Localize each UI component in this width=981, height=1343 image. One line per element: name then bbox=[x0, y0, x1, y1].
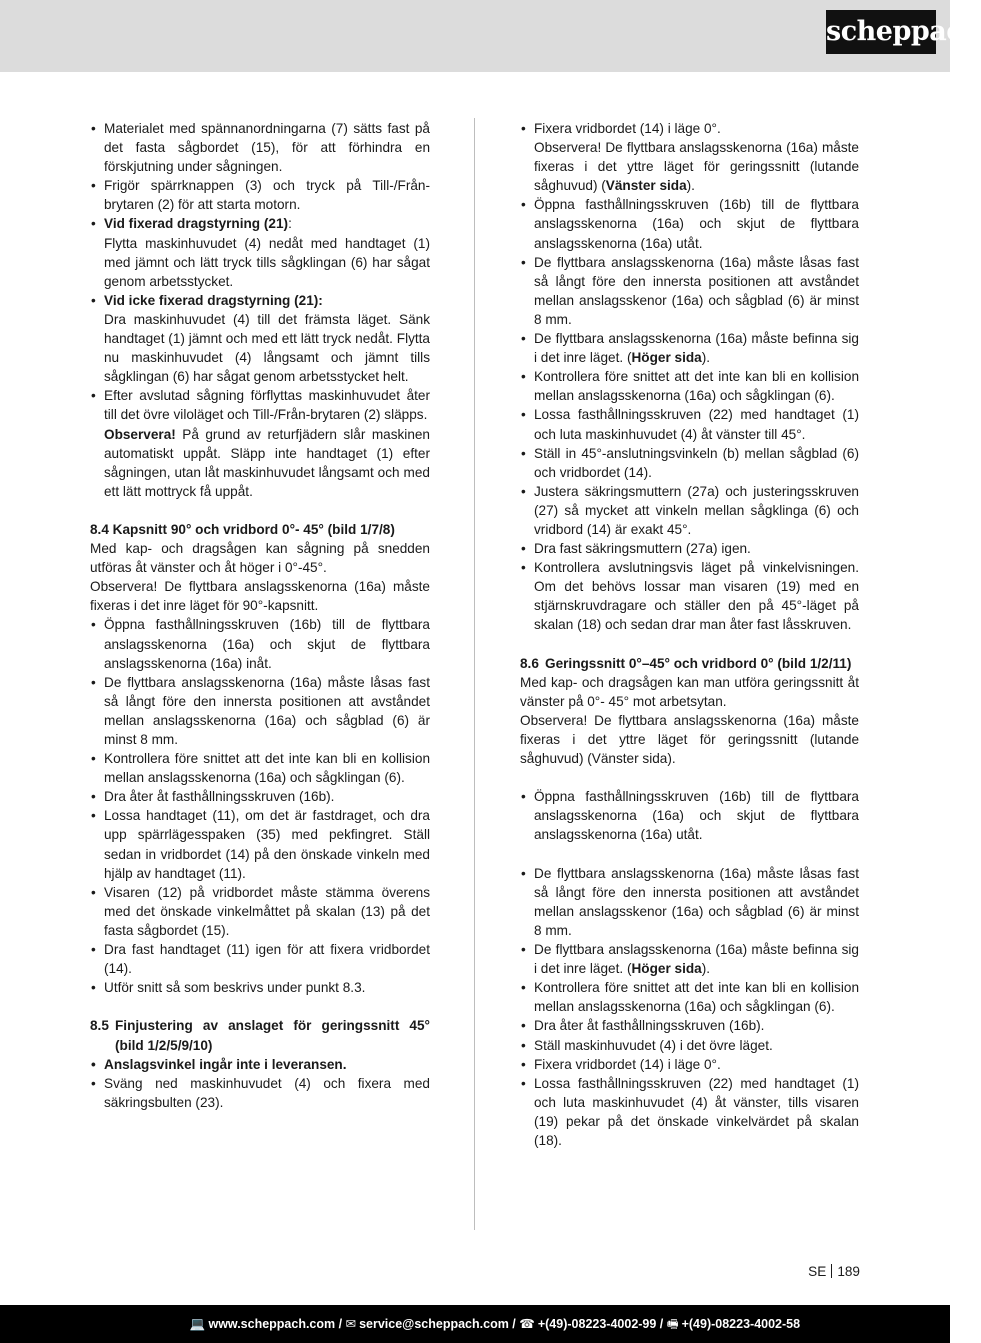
right-column bbox=[520, 119, 859, 1150]
section-title: Finjustering av anslaget för geringssnitt 45° (bild 1/2/5/9/10) bbox=[115, 1018, 430, 1053]
list-item bbox=[520, 940, 859, 978]
list-item: • Lossa fasthållningsskruven (22) med handtaget (1) och luta maskinhuvudet (4) åt vänster, tills visaren (19) pekar på det önskade vinkelvärdet på skalan (18). bbox=[520, 1074, 859, 1150]
section-heading-8-4: 8.4 Kapsnitt 90° och vridbord 0°- 45° (bild 1/7/8) bbox=[90, 521, 395, 537]
colon: : bbox=[288, 216, 292, 232]
list-item: • Visaren (12) på vridbordet måste stämma överens med det önskade vinkelmåttet på skalan (13) på det fasta sågbordet (15). bbox=[90, 883, 430, 940]
footer-website[interactable]: www.scheppach.com / bbox=[208, 1317, 343, 1331]
list-item bbox=[520, 329, 859, 367]
fax-icon: 🖷 bbox=[666, 1317, 679, 1331]
note-label: Observera! bbox=[104, 426, 176, 442]
punct: ). bbox=[686, 178, 695, 194]
bullet-list bbox=[520, 864, 859, 1150]
bullet-list bbox=[90, 615, 430, 997]
mail-icon: ✉ bbox=[345, 1317, 357, 1331]
bullet-text: De flyttbara anslagsskenorna (16a) måste befinna sig i det inre läget. ( bbox=[534, 942, 859, 977]
bullet-list bbox=[520, 119, 859, 635]
bullet-text: Dra maskinhuvudet (4) till det främsta läget. Sänk handtaget (1) jämnt och med ett lätt tryck nedåt. Flytta nu maskinhuvudet (4) långsamt och jämnt tills sågklingan (6) har sågat genom arbetsstycket helt. bbox=[104, 311, 430, 385]
list-item: • Kontrollera avslutningsvis läget på vinkelvisningen. Om det behövs lossar man visaren (19) med en stjärnskruvdragare och ställer den på 45°-läget på skalan (18) och sedan drar man åter fast låsskruven. bbox=[520, 558, 859, 634]
page-number bbox=[780, 1264, 860, 1279]
column-divider bbox=[474, 118, 475, 1230]
list-item: • Kontrollera före snittet att det inte kan bli en kollision mellan anslagsskenorna (16a) och sågklingan (6). bbox=[520, 367, 859, 405]
note-text: Observera! De flyttbara anslagsskenorna (16a) måste fixeras i det yttre läget för geringssnitt (lutande såghuvud) ( bbox=[534, 140, 859, 194]
list-item: • Öppna fasthållningsskruven (16b) till de flyttbara anslagsskenorna (16a) och skjut de flyttbara anslagsskenorna (16a) utåt. bbox=[520, 195, 859, 252]
bullet-text: Efter avslutad sågning förflyttas maskinhuvudet åter till det övre viloläget och Till-/Från-brytaren (2) släpps. bbox=[104, 388, 430, 423]
list-item: • De flyttbara anslagsskenorna (16a) måste låsas fast så långt före den innersta positionen att avståndet mellan anslagsskenorna (16a) och sågblad (6) är minst 8 mm. bbox=[90, 673, 430, 749]
section-heading-8-6 bbox=[520, 654, 859, 673]
list-item: • Kontrollera före snittet att det inte kan bli en kollision mellan anslagsskenorna (16a) och sågklingan (6). bbox=[90, 749, 430, 787]
footer-bar bbox=[0, 1305, 950, 1343]
list-item bbox=[90, 291, 430, 386]
punct: ). bbox=[701, 961, 711, 977]
bullet-text: Fixera vridbordet (14) i läge 0°. bbox=[534, 121, 721, 136]
side-label: Höger sida bbox=[631, 961, 702, 977]
list-item: • Frigör spärrknappen (3) och tryck på Till-/Från-brytaren (2) för att starta motorn. bbox=[90, 176, 430, 214]
bullet-text: Flytta maskinhuvudet (4) nedåt med handtaget (1) med jämnt och lätt tryck tills sågklingan (6) har sågat genom arbetsstycket. bbox=[104, 235, 430, 289]
section-heading-8-5 bbox=[90, 1016, 430, 1054]
section-title: Geringssnitt 0°–45° och vridbord 0° (bild 1/2/11) bbox=[545, 655, 852, 671]
bullet-heading: Vid icke fixerad dragstyrning (21): bbox=[104, 292, 323, 308]
list-item: • Öppna fasthållningsskruven (16b) till de flyttbara anslagsskenorna (16a) och skjut de flyttbara anslagsskenorna (16a) utåt. bbox=[520, 787, 859, 844]
footer-email[interactable]: service@scheppach.com / bbox=[359, 1317, 516, 1331]
page-number-value: 189 bbox=[837, 1264, 860, 1279]
page-separator bbox=[831, 1264, 832, 1278]
paragraph: Med kap- och dragsågen kan man utföra geringssnitt åt vänster på 0°- 45° mot arbetsytan. bbox=[520, 674, 859, 709]
paragraph: Med kap- och dragsågen kan sågning på snedden utföras åt vänster och åt höger i 0°-45°. bbox=[90, 541, 430, 576]
side-label: Höger sida bbox=[631, 350, 702, 366]
list-item: • De flyttbara anslagsskenorna (16a) måste låsas fast så långt före den innersta positionen att avståndet mellan anslagsskenor (16a) och sågblad (6) är minst 8 mm. bbox=[520, 253, 859, 329]
list-item: • Utför snitt så som beskrivs under punkt 8.3. bbox=[90, 978, 430, 997]
computer-icon: 💻 bbox=[189, 1317, 206, 1331]
list-item: • Kontrollera före snittet att det inte kan bli en kollision mellan anslagsskenorna (16a) och sågklingan (6). bbox=[520, 978, 859, 1016]
list-item: • Sväng ned maskinhuvudet (4) och fixera med säkringsbulten (23). bbox=[90, 1074, 430, 1112]
list-item: • Lossa handtaget (11), om det är fastdraget, och dra upp spärrlägesspaken (35) med pekfingret. Ställ sedan in vridbordet (14) på den önskade vinkeln med hjälp av handtaget (11). bbox=[90, 806, 430, 882]
paragraph: Observera! De flyttbara anslagsskenorna (16a) måste fixeras i det yttre läget för geringssnitt (lutande såghuvud) (Vänster sida). bbox=[520, 712, 859, 767]
side-label: Vänster sida bbox=[605, 178, 687, 194]
list-item: • De flyttbara anslagsskenorna (16a) måste låsas fast så långt före den innersta positionen att avståndet mellan anslagsskenor (16a) och sågblad (6) är minst 8 mm. bbox=[520, 864, 859, 940]
list-item bbox=[520, 119, 859, 195]
list-item: • Öppna fasthållningsskruven (16b) till de flyttbara anslagsskenorna (16a) och skjut de flyttbara anslagsskenorna (16a) inåt. bbox=[90, 615, 430, 672]
list-item: • Anslagsvinkel ingår inte i leveransen. bbox=[90, 1055, 430, 1074]
punct: ). bbox=[701, 350, 711, 366]
list-item: • Lossa fasthållningsskruven (22) med handtaget (1) och luta maskinhuvudet (4) åt vänster till 45°. bbox=[520, 405, 859, 443]
list-item: • Materialet med spännanordningarna (7) sätts fast på det fasta sågbordet (15), för att förhindra en förskjutning under sågningen. bbox=[90, 119, 430, 176]
footer-phone: +(49)-08223-4002-99 / bbox=[537, 1317, 664, 1331]
list-item: • Dra fast säkringsmuttern (27a) igen. bbox=[520, 539, 859, 558]
phone-icon: ☎ bbox=[519, 1317, 535, 1331]
language-code: SE bbox=[808, 1264, 827, 1279]
section-number: 8.5 bbox=[90, 1018, 109, 1034]
list-item: • Dra fast handtaget (11) igen för att fixera vridbordet (14). bbox=[90, 940, 430, 978]
note-text: På grund av returfjädern slår maskinen automatiskt uppåt. Släpp inte handtaget (1) efter sågningen, utan låt maskinhuvudet långsamt och med ett lätt mottryck få uppåt. bbox=[104, 426, 430, 499]
section-number: 8.6 bbox=[520, 655, 539, 671]
left-column bbox=[90, 119, 430, 1112]
bullet-list bbox=[520, 787, 859, 844]
list-item: • Dra åter åt fasthållningsskruven (16b). bbox=[90, 787, 430, 806]
footer-fax: +(49)-08223-4002-58 bbox=[681, 1317, 801, 1331]
scheppach-logo: scheppach bbox=[826, 10, 936, 54]
header-band bbox=[0, 0, 950, 72]
bullet-text: De flyttbara anslagsskenorna (16a) måste befinna sig i det inre läget. ( bbox=[534, 331, 859, 366]
list-item bbox=[90, 386, 430, 501]
list-item: • Ställ maskinhuvudet (4) i det övre läget. bbox=[520, 1036, 859, 1055]
bullet-heading: Vid fixerad dragstyrning (21) bbox=[104, 216, 289, 232]
paragraph: Observera! De flyttbara anslagsskenorna (16a) måste fixeras i det inre läget för 90°-kapsnitt. bbox=[90, 579, 430, 614]
list-item: • Justera säkringsmuttern (27a) och justeringsskruven (27) så mycket att vinkeln mellan sågklinga (6) och vridbord (14) är exakt 45°. bbox=[520, 482, 859, 539]
list-item: • Dra åter åt fasthållningsskruven (16b). bbox=[520, 1016, 859, 1035]
list-item: • Fixera vridbordet (14) i läge 0°. bbox=[520, 1055, 859, 1074]
list-item bbox=[90, 214, 430, 290]
bullet-list bbox=[90, 1055, 430, 1112]
list-item: • Ställ in 45°-anslutningsvinkeln (b) mellan sågblad (6) och vridbordet (14). bbox=[520, 444, 859, 482]
bullet-list bbox=[90, 119, 430, 501]
